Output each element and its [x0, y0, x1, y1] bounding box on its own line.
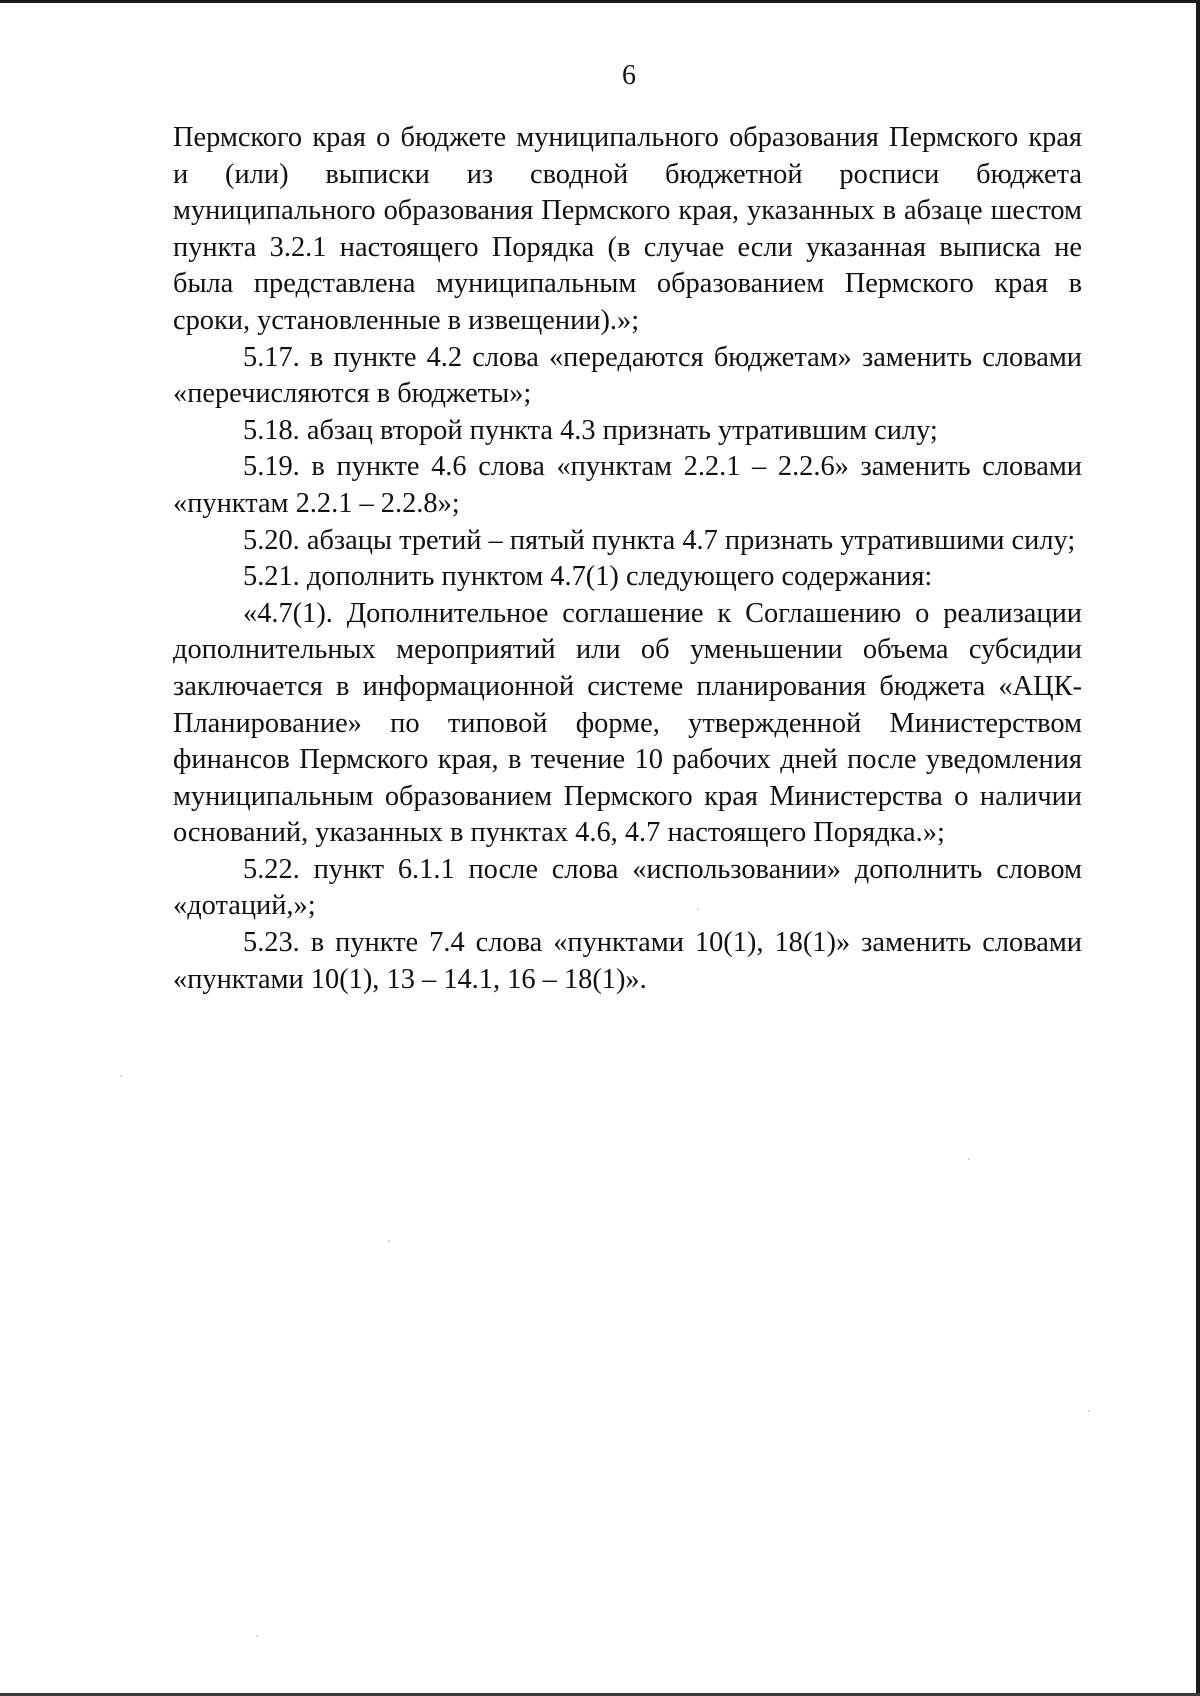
scan-edge-top — [0, 0, 1200, 3]
paragraph-5-18: 5.18. абзац второй пункта 4.3 признать утратившим силу; — [243, 414, 938, 446]
paragraph-5-20: 5.20. абзацы третий – пятый пункта 4.7 признать утратившими силу; — [243, 524, 1076, 556]
paragraph-5-22: 5.22. пункт 6.1.1 после слова «использовании» дополнить словом «дотаций,»; — [173, 853, 1082, 922]
paragraph-5-21: 5.21. дополнить пунктом 4.7(1) следующего содержания: — [243, 561, 933, 593]
scan-edge-right — [1196, 0, 1200, 1696]
scan-speck — [697, 908, 699, 910]
scan-speck — [256, 1635, 258, 1637]
scan-speck — [120, 1075, 122, 1077]
paragraph-continuation: Пермского края о бюджете муниципального образования Пермского края и (или) выписки из сводной бюджетной росписи бюджета муниципального образования Пермского края, указанных в абзаце шестом пункта 3.2.1 настоящего Порядка (в случае если указанная выписка не была представлена муниципальным образованием Пермского края в сроки, установленные в извещении).»; — [173, 122, 1082, 336]
paragraph-5-23: 5.23. в пункте 7.4 слова «пунктами 10(1), 18(1)» заменить словами «пунктами 10(1), 13 – 14.1, 16 – 18(1)». — [173, 927, 1082, 995]
paragraph-5-19: 5.19. в пункте 4.6 слова «пунктам 2.2.1 – 2.2.6» заменить словами «пунктам 2.2.1 – 2.2.8»; — [173, 451, 1082, 519]
document-body — [173, 120, 1082, 998]
page-number: 6 — [622, 60, 636, 91]
scan-speck — [1088, 1410, 1090, 1412]
paragraph-5-17: 5.17. в пункте 4.2 слова «передаются бюджетам» заменить словами «перечисляются в бюджеты»; — [173, 341, 1082, 410]
scan-speck — [388, 1240, 390, 1242]
paragraph-4-7-1: «4.7(1). Дополнительное соглашение к Соглашению о реализации дополнительных мероприятий или об уменьшении объема субсидии заключается в информационной системе планирования бюджета «АЦК-Планирование» по типовой форме, утвержденной Министерством финансов Пермского края, в течение 10 рабочих дней после уведомления муниципальным образованием Пермского края Министерства о наличии оснований, указанных в пунктах 4.6, 4.7 настоящего Порядка.»; — [173, 597, 1082, 849]
scan-speck — [968, 1158, 970, 1160]
